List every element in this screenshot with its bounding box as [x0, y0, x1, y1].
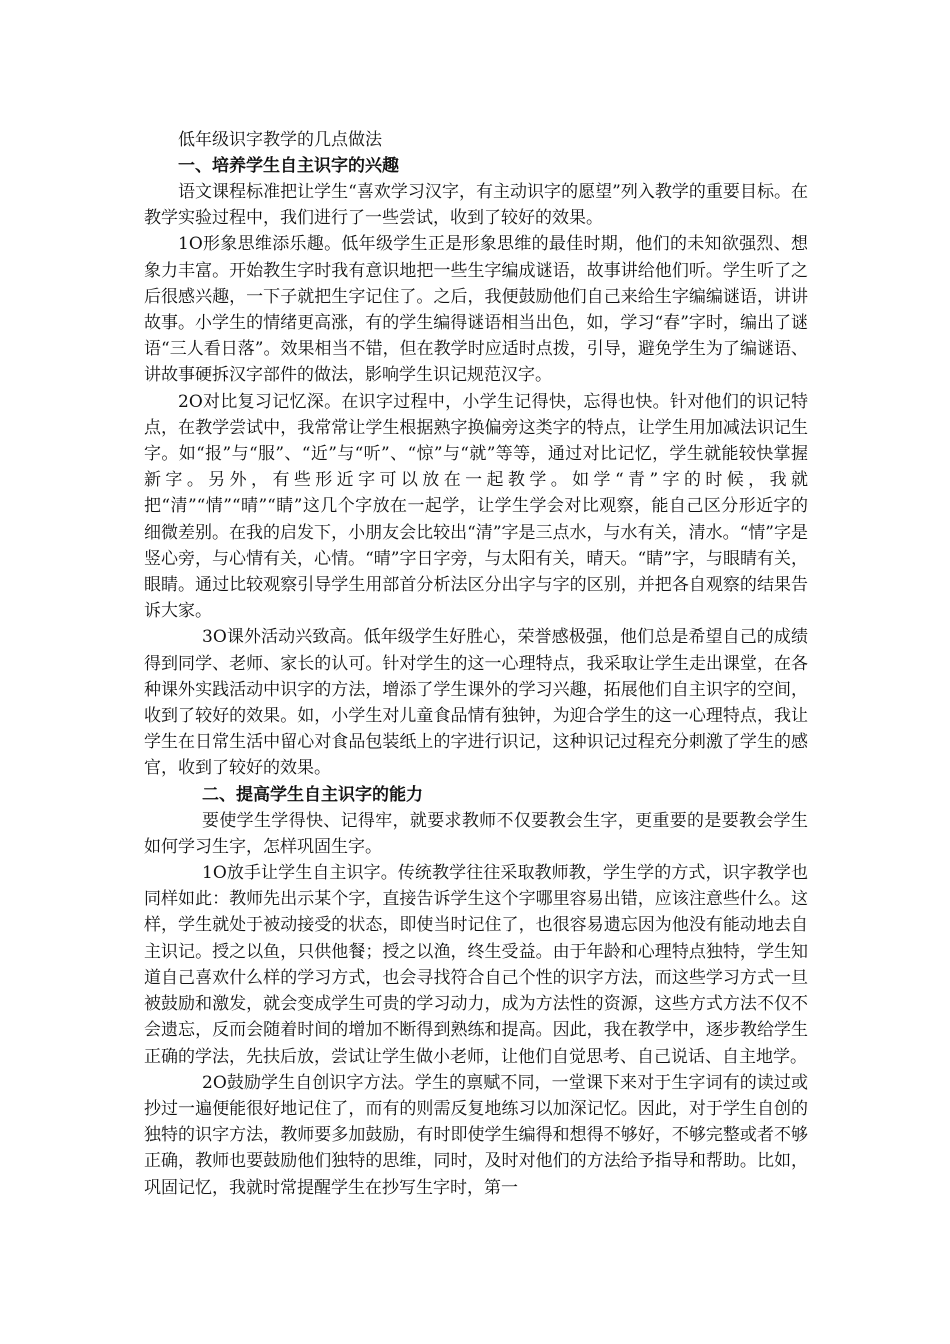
section-heading-ability: 二、提高学生自主识字的能力: [202, 784, 423, 805]
document-title: 低年级识字教学的几点做法: [178, 130, 382, 150]
document-page: [144, 127, 808, 1201]
paragraph: 2O对比复习记忆深。在识字过程中，小学生记得快，忘得也快。针对他们的识记特点，在教学尝试中，我常常让学生根据熟字换偏旁这类字的特点，让学生用加减法识记生字。如“报”与“服”、“近”与“听”、“惊”与“就”等等，通过对比记忆，学生就能较快掌握新字。另外，有些形近字可以放在一起教学。如学“青”字的时候，我就把“清”“情”“晴”“睛”这几个字放在一起学，让学生学会对比观察，能自己区分形近字的细微差别。在我的启发下，小朋友会比较出“清”字是三点水，与水有关，清水。“情”字是竖心旁，与心情有关，心情。“晴”字日字旁，与太阳有关，晴天。“睛”字，与眼睛有关，眼睛。通过比较观察引导学生用部首分析法区分出字与字的区别，并把各自观察的结果告诉大家。: [144, 391, 808, 622]
section-heading-interest: 一、培养学生自主识字的兴趣: [178, 156, 399, 176]
paragraph: 1O形象思维添乐趣。低年级学生正是形象思维的最佳时期，他们的未知欲强烈、想象力丰富。开始教生字时我有意识地把一些生字编成谜语，故事讲给他们听。学生听了之后很感兴趣，一下子就把生字记住了。之后，我便鼓励他们自己来给生字编编谜语，讲讲故事。小学生的情绪更高涨，有的学生编得谜语相当出色，如，学习“春”字时，编出了谜语“三人看日落”。效果相当不错，但在教学时应适时点拨，引导，避免学生为了编谜语、讲故事硬拆汉字部件的做法，影响学生识记规范汉字。: [144, 234, 808, 386]
paragraph: 语文课程标准把让学生“喜欢学习汉字，有主动识字的愿望”列入教学的重要目标。在教学实验过程中，我们进行了一些尝试，收到了较好的效果。: [144, 182, 808, 229]
paragraph: 2O鼓励学生自创识字方法。学生的禀赋不同，一堂课下来对于生字词有的读过或抄过一遍便能很好地记住了，而有的则需反复地练习以加深记忆。因此，对于学生自创的独特的识字方法，教师要多加鼓励，有时即使学生编得和想得不够好，不够完整或者不够正确，教师也要鼓励他们独特的思维，同时，及时对他们的方法给予指导和帮助。比如，巩固记忆，我就时常提醒学生在抄写生字时，第一: [144, 1072, 808, 1198]
paragraph: 3O课外活动兴致高。低年级学生好胜心，荣誉感极强，他们总是希望自己的成绩得到同学、老师、家长的认可。针对学生的这一心理特点，我采取让学生走出课堂，在各种课外实践活动中识字的方法，增添了学生课外的学习兴趣，拓展他们自主识字的空间，收到了较好的效果。如，小学生对儿童食品情有独钟，为迎合学生的这一心理特点，我让学生在日常生活中留心对食品包装纸上的字进行识记，这种识记过程充分刺激了学生的感官，收到了较好的效果。: [144, 627, 808, 779]
paragraph: 要使学生学得快、记得牢，就要求教师不仅要教会生字，更重要的是要教会学生如何学习生字，怎样巩固生字。: [144, 810, 808, 857]
paragraph: 1O放手让学生自主识字。传统教学往往采取教师教，学生学的方式，识字教学也同样如此：教师先出示某个字，直接告诉学生这个字哪里容易出错，应该注意些什么。这样，学生就处于被动接受的状态，即使当时记住了，也很容易遗忘因为他没有能动地去自主识记。授之以鱼，只供他餐；授之以渔，终生受益。由于年龄和心理特点独特，学生知道自己喜欢什么样的学习方式，也会寻找符合自己个性的识字方法，而这些学习方式一旦被鼓励和激发，就会变成学生可贵的学习动力，成为方法性的资源，这些方式方法不仅不会遗忘，反而会随着时间的增加不断得到熟练和提高。因此，我在教学中，逐步教给学生正确的学法，先扶后放，尝试让学生做小老师，让他们自觉思考、自己说话、自主地学。: [144, 863, 808, 1067]
